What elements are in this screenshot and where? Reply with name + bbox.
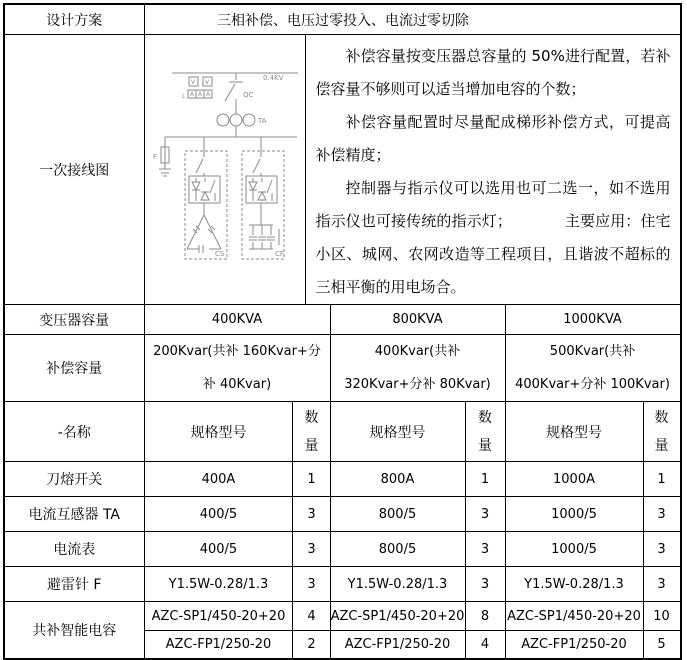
part-qty: 3 bbox=[293, 567, 330, 602]
row-transformer-capacity bbox=[4, 305, 681, 335]
table-row-current-transformer bbox=[4, 497, 681, 532]
transformer-capacity-value: 800KVA bbox=[330, 305, 505, 335]
part-spec: Y1.5W-0.28/1.3 bbox=[505, 567, 643, 602]
part-qty: 3 bbox=[643, 532, 681, 567]
parts-header-qty: 数量 bbox=[293, 402, 330, 462]
one-line-diagram-cell bbox=[144, 35, 305, 305]
arrester-f bbox=[159, 137, 171, 176]
delta-capacitor bbox=[187, 215, 221, 253]
ta-label: TA bbox=[257, 117, 267, 125]
part-qty: 4 bbox=[465, 631, 505, 660]
capacitor-bank bbox=[249, 225, 279, 249]
part-spec: 1000/5 bbox=[505, 532, 643, 567]
part-spec: AZC-FP1/250-20 bbox=[330, 631, 465, 660]
voltage-label: 0.4KV bbox=[262, 74, 284, 82]
f-label: F bbox=[152, 153, 157, 161]
part-qty: 1 bbox=[643, 462, 681, 497]
table-row-smart-capacitor-sp1 bbox=[4, 602, 681, 631]
part-spec: 800A bbox=[330, 462, 465, 497]
part-spec: AZC-FP1/250-20 bbox=[505, 631, 643, 660]
compensation-capacity-value: 500Kvar(共补 400Kvar+分补 100Kvar) bbox=[505, 335, 681, 402]
part-spec: AZC-FP1/250-20 bbox=[144, 631, 293, 660]
parts-header-qty: 数量 bbox=[643, 402, 681, 462]
part-qty: 5 bbox=[643, 631, 681, 660]
svg-text:A: A bbox=[189, 91, 194, 98]
part-spec: Y1.5W-0.28/1.3 bbox=[330, 567, 465, 602]
part-qty: 3 bbox=[643, 567, 681, 602]
table-row-arrester bbox=[4, 567, 681, 602]
part-name: 共补智能电容 bbox=[4, 602, 144, 660]
part-qty: 10 bbox=[643, 602, 681, 631]
compensation-capacity-value: 400Kvar(共补 320Kvar+分补 80Kvar) bbox=[330, 335, 505, 402]
part-qty: 4 bbox=[293, 602, 330, 631]
ct-circles bbox=[217, 114, 255, 126]
row-design-scheme bbox=[4, 4, 681, 35]
part-name: 避雷针 F bbox=[4, 567, 144, 602]
note-paragraph: 补偿容量配置时尽量配成梯形补偿方式，可提高补偿精度； bbox=[315, 113, 671, 164]
cs-label: CS bbox=[214, 250, 224, 258]
part-spec: 800/5 bbox=[330, 532, 465, 567]
parts-header-spec: 规格型号 bbox=[330, 402, 465, 462]
design-scheme-value: 三相补偿、电压过零投入、电流过零切除 bbox=[144, 4, 681, 35]
design-scheme-label: 设计方案 bbox=[4, 4, 144, 35]
note-paragraph: 补偿容量按变压器总容量的 50%进行配置，若补偿容量不够则可以适当增加电容的个数； bbox=[315, 47, 671, 98]
row-wiring-diagram bbox=[4, 35, 681, 305]
part-spec: 400A bbox=[144, 462, 293, 497]
parts-header-spec: 规格型号 bbox=[144, 402, 293, 462]
meter-l-label: L bbox=[181, 93, 185, 100]
part-name: 刀熔开关 bbox=[4, 462, 144, 497]
cf-label: CF bbox=[274, 250, 284, 258]
part-spec: 800/5 bbox=[330, 497, 465, 532]
svg-text:V: V bbox=[190, 79, 195, 86]
svg-text:V: V bbox=[204, 79, 209, 86]
part-name: 电流表 bbox=[4, 532, 144, 567]
row-parts-header bbox=[4, 402, 681, 462]
part-spec: 400/5 bbox=[144, 497, 293, 532]
transformer-capacity-value: 400KVA bbox=[144, 305, 330, 335]
cs-capacitor-unit bbox=[185, 137, 227, 259]
transformer-capacity-value: 1000KVA bbox=[505, 305, 681, 335]
wiring-diagram-label: 一次接线图 bbox=[4, 35, 144, 305]
spec-table bbox=[3, 3, 682, 660]
one-line-diagram bbox=[145, 35, 305, 287]
row-compensation-capacity bbox=[4, 335, 681, 402]
parts-header-qty: 数量 bbox=[465, 402, 505, 462]
compensation-capacity-label: 补偿容量 bbox=[4, 335, 144, 402]
transformer-capacity-label: 变压器容量 bbox=[4, 305, 144, 335]
qc-label: QC bbox=[242, 91, 253, 99]
table-row-knife-fuse-switch bbox=[4, 462, 681, 497]
part-spec: 1000A bbox=[505, 462, 643, 497]
note-paragraph: 控制器与指示仪可以选用也可二选一，如不选用指示仪也可接传统的指示灯； 主要应用：住宅小区、城网、农网改造等工程项目，且谐波不超标的三相平衡的用电场合。 bbox=[315, 179, 671, 296]
part-qty: 1 bbox=[465, 462, 505, 497]
part-qty: 3 bbox=[293, 497, 330, 532]
part-spec: 400/5 bbox=[144, 532, 293, 567]
svg-text:A: A bbox=[205, 91, 210, 98]
part-qty: 3 bbox=[465, 497, 505, 532]
part-spec: AZC-SP1/450-20+20 bbox=[330, 602, 465, 631]
part-spec: AZC-SP1/450-20+20 bbox=[505, 602, 643, 631]
parts-header-spec: 规格型号 bbox=[505, 402, 643, 462]
compensation-capacity-value: 200Kvar(共补 160Kvar+分补 40Kvar) bbox=[144, 335, 330, 402]
part-spec: AZC-SP1/450-20+20 bbox=[144, 602, 293, 631]
part-qty: 3 bbox=[643, 497, 681, 532]
cf-capacitor-unit bbox=[242, 137, 284, 259]
part-qty: 3 bbox=[465, 567, 505, 602]
part-spec: Y1.5W-0.28/1.3 bbox=[144, 567, 293, 602]
part-qty: 3 bbox=[293, 532, 330, 567]
part-name: 电流互感器 TA bbox=[4, 497, 144, 532]
part-spec: 1000/5 bbox=[505, 497, 643, 532]
qc-switch bbox=[225, 73, 243, 114]
parts-header-name: -名称 bbox=[4, 402, 144, 462]
part-qty: 8 bbox=[465, 602, 505, 631]
part-qty: 3 bbox=[465, 532, 505, 567]
notes-cell bbox=[305, 35, 681, 305]
part-qty: 2 bbox=[293, 631, 330, 660]
table-row-ammeter bbox=[4, 532, 681, 567]
svg-text:A: A bbox=[197, 91, 202, 98]
part-qty: 1 bbox=[293, 462, 330, 497]
